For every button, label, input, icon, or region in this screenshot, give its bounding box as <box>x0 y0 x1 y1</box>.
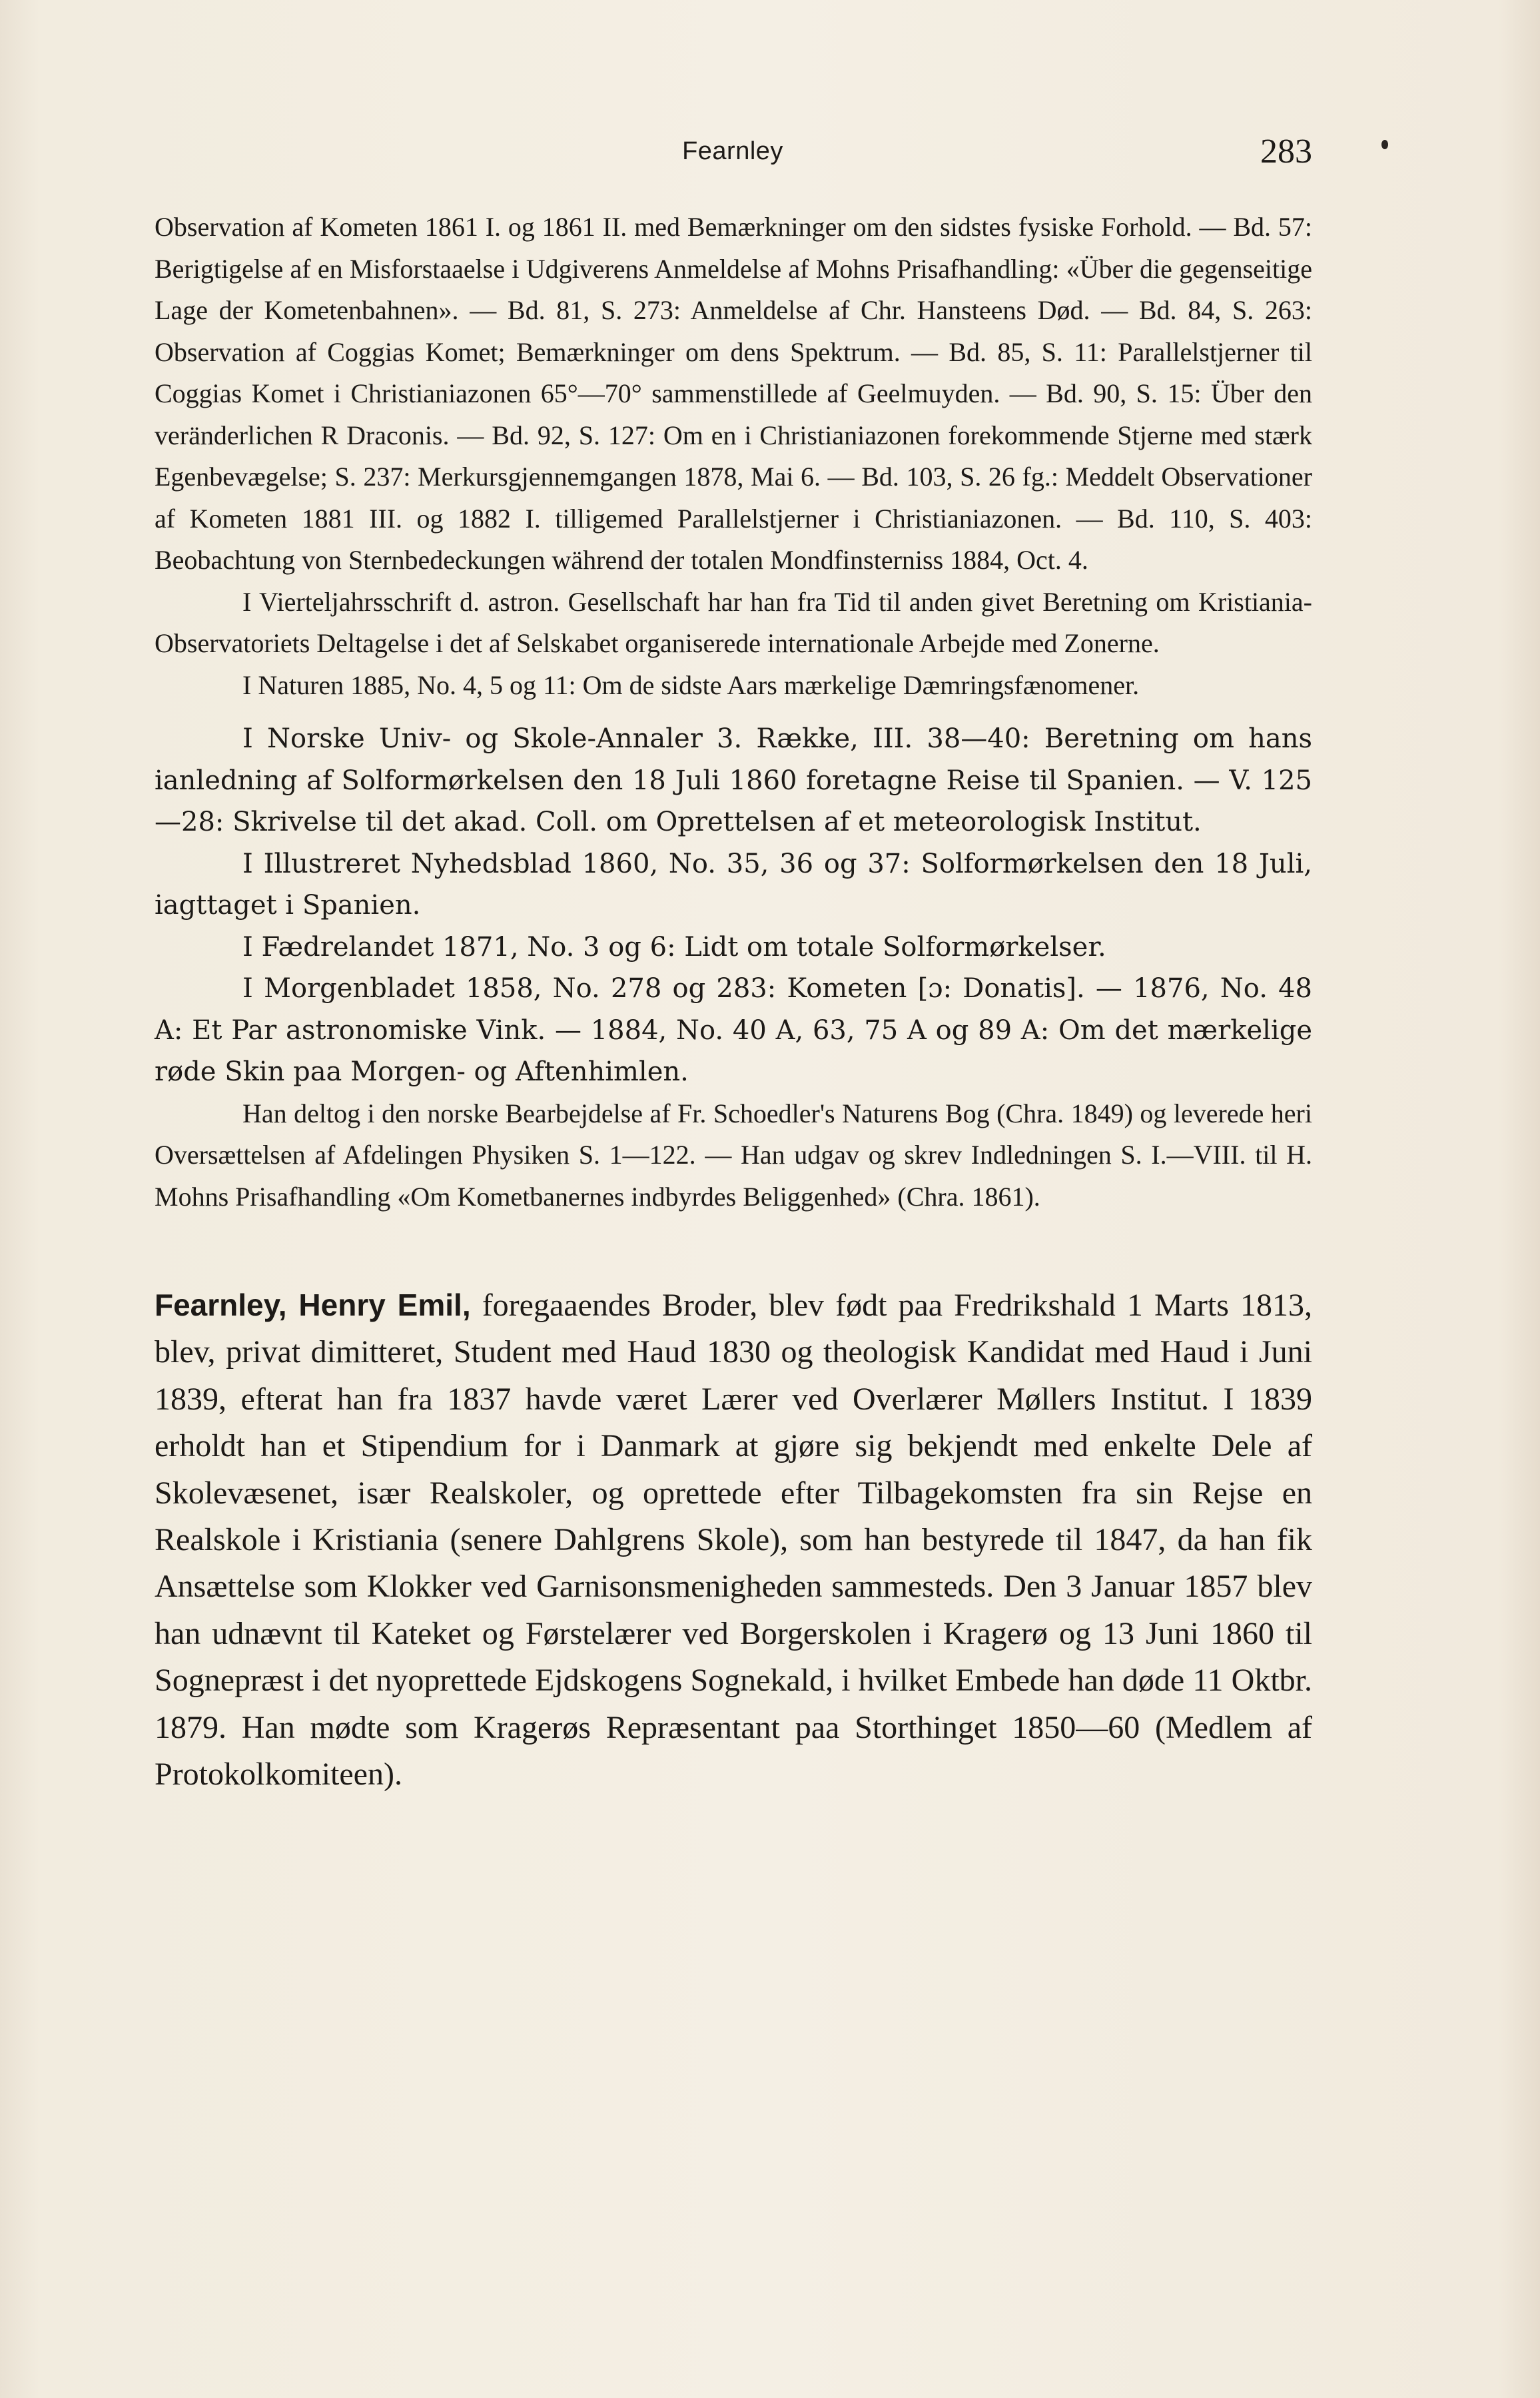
page-header <box>153 132 1312 179</box>
spacer <box>155 1218 1312 1282</box>
fraktur-paragraph: I Illustreret Nyhedsblad 1860, No. 35, 36 og 37: Solformørkelsen den 18 Juli, iagttaget i Spanien. <box>155 848 1312 921</box>
fraktur-paragraph: I Fædrelandet 1871, No. 3 og 6: Lidt om totale Solformørkelser. <box>242 931 1106 963</box>
biography-entry <box>155 1282 1312 1798</box>
page-number: 283 <box>1260 133 1312 171</box>
bibliography-paragraph: I Vierteljahrsschrift d. astron. Gesellschaft har han fra Tid til anden givet Beretning om Kristiania-Observatoriets Deltagelse i det af Selskabet organiserede internationale Arbejde med Zonerne. <box>155 586 1312 658</box>
ink-speck <box>1381 140 1388 149</box>
fraktur-paragraph: I Morgenbladet 1858, No. 278 og 283: Kometen [ɔ: Donatis]. — 1876, No. 48 A: Et Par astronomiske Vink. — 1884, No. 40 A, 63, 75 A og 89 A: Om det mærkelige røde Skin paa Morgen- og Aftenhimlen. <box>155 973 1312 1087</box>
bibliography-paragraph: Observation af Kometen 1861 I. og 1861 II. med Bemærkninger om den sidstes fysiske Forhold. — Bd. 57: Berigtigelse af en Misforstaaelse i Udgiverens Anmeldelse af Mohns Prisafhandling: «Über die gegenseitige Lage der Kometenbahnen». — Bd. 81, S. 273: Anmeldelse af Chr. Hansteens Død. — Bd. 84, S. 263: Observation af Coggias Komet; Bemærkninger om dens Spektrum. — Bd. 85, S. 11: Parallelstjerner til Coggias Komet i Christianiazonen 65°—70° sammenstillede af Geelmuyden. — Bd. 90, S. 15: Über den veränderlichen R Draconis. — Bd. 92, S. 127: Om en i Christianiazonen forekommende Stjerne med stærk Egenbevægelse; S. 237: Merkursgjennemgangen 1878, Mai 6. — Bd. 103, S. 26 fg.: Meddelt Observationer af Kometen 1881 III. og 1882 I. tilligemed Parallelstjerner i Christianiazonen. — Bd. 110, S. 403: Beobachtung von Sternbedeckungen während der totalen Mondfinsterniss 1884, Oct. 4. <box>155 212 1312 575</box>
bibliography-paragraph: I Naturen 1885, No. 4, 5 og 11: Om de sidste Aars mærkelige Dæmringsfænomener. <box>242 669 1140 700</box>
schoedler-paragraph: Han deltog i den norske Bearbejdelse af Fr. Schoedler's Naturens Bog (Chra. 1849) og leverede heri Oversættelsen af Afdelingen Physiken S. 1—122. — Han udgav og skrev Indledningen S. I.—VIII. til H. Mohns Prisafhandling «Om Kometbanernes indbyrdes Beliggenhed» (Chra. 1861). <box>155 1098 1312 1212</box>
page-body <box>155 206 1312 1798</box>
bibliography-section <box>155 206 1312 706</box>
spacer <box>155 706 1312 718</box>
running-head: Fearnley <box>682 137 783 165</box>
entry-body: foregaaendes Broder, blev født paa Fredrikshald 1 Marts 1813, blev, privat dimitteret, Student med Haud 1830 og theologisk Kandidat med Haud i Juni 1839, efterat han fra 1837 havde været Lærer ved Overlærer Møllers Institut. I 1839 erholdt han et Stipendium for i Danmark at gjøre sig bekjendt med enkelte Dele af Skolevæsenet, især Realskoler, og oprettede efter Tilbagekomsten fra sin Rejse en Realskole i Kristiania (senere Dahlgrens Skole), som han bestyrede til 1847, da han fik Ansættelse som Klokker ved Garnisonsmenigheden sammesteds. Den 3 Januar 1857 blev han udnævnt til Kateket og Førstelærer ved Borgerskolen i Kragerø og 13 Juni 1860 til Sognepræst i det nyoprettede Ejdskogens Sognekald, i hvilket Embede han døde 11 Oktbr. 1879. Han mødte som Kragerøs Repræsentant paa Storthinget 1850—60 (Medlem af Protokolkomiteen). <box>155 1288 1313 1793</box>
entry-headword: Fearnley, Henry Emil, <box>155 1288 471 1322</box>
fraktur-section <box>155 718 1312 1093</box>
fraktur-paragraph: I Norske Univ- og Skole-Annaler 3. Række, III. 38—40: Beretning om hans ianledning af Solformørkelsen den 18 Juli 1860 foretagne Reise til Spanien. — V. 125—28: Skrivelse til det akad. Coll. om Oprettelsen af et meteorologisk Institut. <box>155 723 1312 837</box>
